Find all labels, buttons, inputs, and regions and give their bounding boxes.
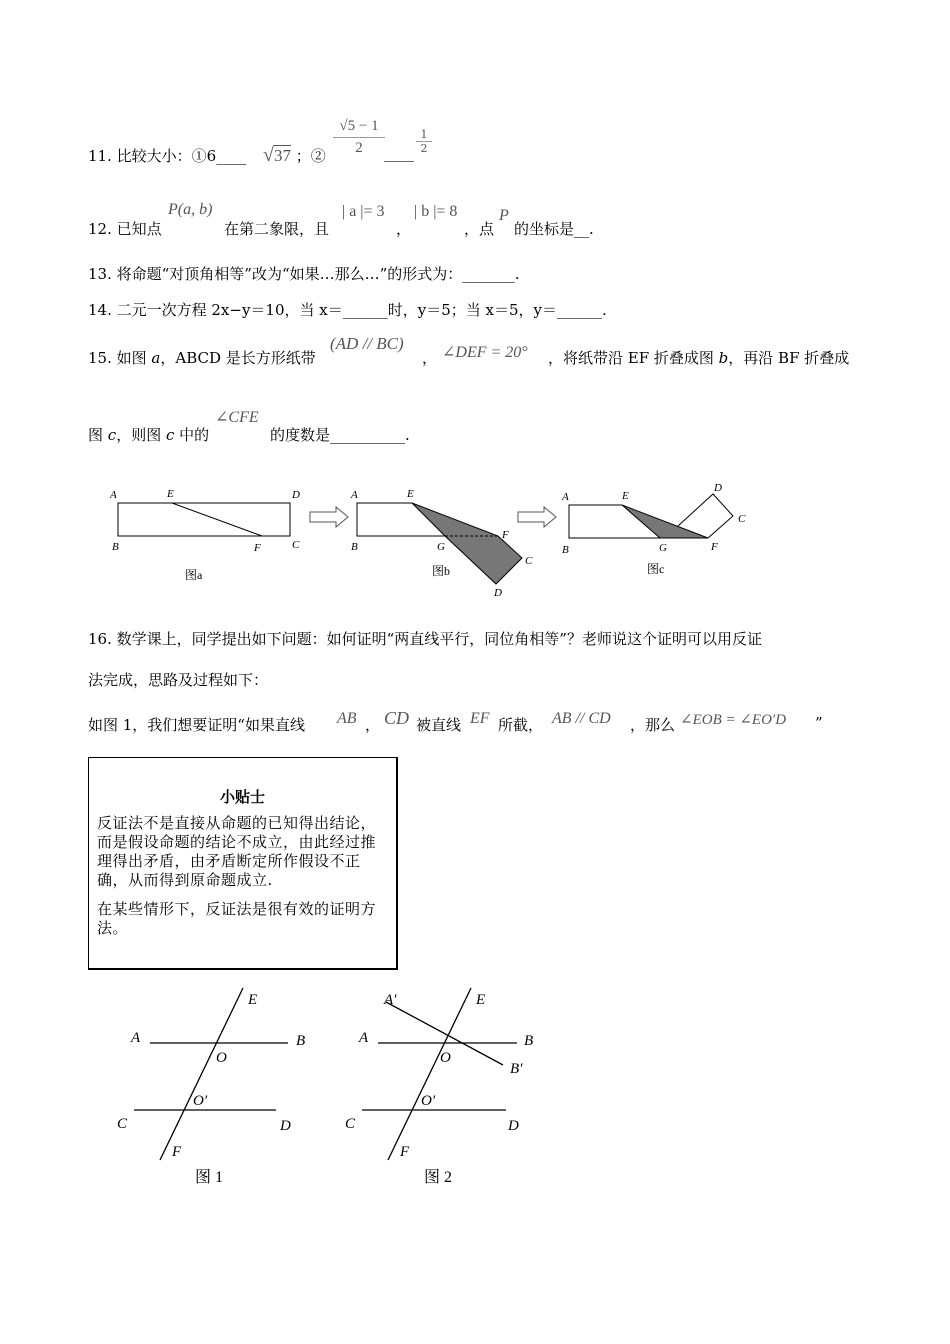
- tip-paragraph-2: 在某些情形下，反证法是很有效的证明方法。: [97, 900, 377, 937]
- svg-text:A: A: [351, 489, 358, 501]
- svg-text:E: E: [248, 992, 258, 1008]
- svg-text:C: C: [525, 555, 533, 567]
- sqrt-37: √37: [262, 144, 291, 166]
- angle-cfe: ∠CFE: [215, 409, 259, 426]
- question-15-line1: 15. 如图 a，ABCD 是长方形纸带: [88, 349, 316, 367]
- fraction-half: 1 2: [416, 128, 432, 155]
- tip-box: [88, 757, 398, 970]
- question-11: 11. 比较大小：①6____ √37 ；②: [88, 144, 326, 166]
- blank-2: ____: [384, 144, 414, 162]
- svg-text:D: D: [714, 482, 722, 494]
- figure-b: [350, 488, 533, 599]
- svg-text:O: O: [216, 1050, 227, 1066]
- question-14: 14. 二元一次方程 2x−y＝10，当 x＝______时，y＝5；当 x＝5，y＝______.: [88, 301, 607, 319]
- svg-text:图 2: 图 2: [424, 1169, 453, 1186]
- question-16-line2: 法完成，思路及过程如下：: [88, 671, 269, 689]
- svg-text:F: F: [502, 529, 509, 541]
- svg-text:E: E: [476, 992, 486, 1008]
- svg-text:B: B: [524, 1033, 534, 1049]
- question-16-line1: 16. 数学课上，同学提出如下问题：如何证明“两直线平行，同位角相等”？老师说这个证明可以用反证: [88, 630, 762, 648]
- svg-text:A: A: [131, 1030, 141, 1046]
- svg-text:G: G: [659, 542, 667, 554]
- svg-text:图a: 图a: [185, 568, 203, 582]
- point-p: P(a, b): [168, 201, 213, 218]
- question-16-line3: 如图 1，我们想要证明“如果直线: [88, 716, 305, 734]
- svg-text:F: F: [711, 541, 718, 553]
- svg-text:E: E: [622, 490, 629, 502]
- fold-figures: [0, 480, 950, 610]
- arrow-2: [518, 507, 556, 527]
- paren-ad-bc: (AD // BC): [330, 334, 404, 353]
- figure-c: [561, 482, 746, 576]
- svg-text:D: D: [508, 1118, 519, 1134]
- svg-text:O′: O′: [193, 1093, 208, 1109]
- figure-1: [117, 988, 305, 1186]
- svg-text:B: B: [296, 1033, 306, 1049]
- figure-a: [109, 488, 300, 582]
- svg-text:D: D: [494, 587, 502, 599]
- svg-text:E: E: [407, 488, 414, 500]
- svg-text:F: F: [400, 1144, 410, 1160]
- svg-text:图c: 图c: [647, 562, 665, 576]
- svg-text:A′: A′: [384, 992, 397, 1008]
- question-15-line2: 图 c，则图 c 中的: [88, 426, 210, 444]
- tip-paragraph-1: 反证法不是直接从命题的已知得出结论，而是假设命题的结论不成立，由此经过推理得出矛盾，由矛盾断定所作假设不正确，从而得到原命题成立.: [97, 814, 377, 889]
- svg-text:F: F: [254, 542, 261, 554]
- proof-figures: [0, 980, 950, 1190]
- svg-text:C: C: [738, 513, 746, 525]
- svg-text:C: C: [117, 1116, 128, 1132]
- svg-text:C: C: [292, 539, 300, 551]
- svg-text:D: D: [292, 489, 300, 501]
- figure-2: [345, 988, 533, 1186]
- svg-text:C: C: [345, 1116, 356, 1132]
- svg-text:O: O: [440, 1050, 451, 1066]
- svg-text:A: A: [110, 489, 117, 501]
- svg-text:A: A: [562, 491, 569, 503]
- svg-text:G: G: [437, 541, 445, 553]
- svg-text:图 1: 图 1: [195, 1169, 224, 1186]
- svg-text:A: A: [359, 1030, 369, 1046]
- svg-text:B: B: [112, 541, 119, 553]
- angle-def: ∠DEF = 20°: [442, 344, 528, 361]
- question-13: 13. 将命题“对顶角相等”改为“如果…那么…”的形式为：_______.: [88, 265, 520, 283]
- svg-text:O′: O′: [421, 1093, 436, 1109]
- svg-text:E: E: [167, 488, 174, 500]
- svg-text:图b: 图b: [432, 564, 451, 578]
- tip-title: 小贴士: [219, 788, 265, 806]
- svg-text:B: B: [562, 544, 569, 556]
- svg-text:B′: B′: [510, 1061, 523, 1077]
- question-12: 12. 已知点: [88, 220, 162, 238]
- arrow-1: [310, 507, 348, 527]
- svg-text:F: F: [172, 1144, 182, 1160]
- svg-text:D: D: [280, 1118, 291, 1134]
- fraction-sqrt5: √5 − 1 2: [333, 118, 385, 157]
- svg-text:B: B: [351, 541, 358, 553]
